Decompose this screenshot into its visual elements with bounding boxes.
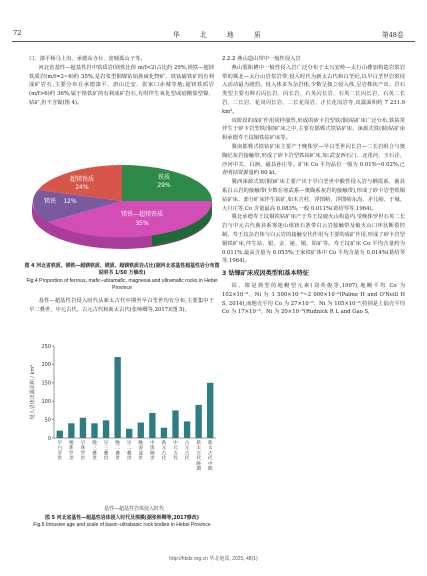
pie-pct-mafic-ultramafic: 35% <box>135 220 149 227</box>
bar <box>80 418 86 438</box>
y-tick-label: 100 <box>41 399 51 405</box>
x-tick-label: 古元古代 <box>184 441 190 462</box>
x-tick-label: 中元古代 <box>173 441 178 462</box>
bar <box>149 413 155 438</box>
bar <box>184 421 190 438</box>
x-tick-label: 晚二叠世 <box>115 441 120 462</box>
volume-label: 第48卷 <box>382 31 404 39</box>
bar <box>126 429 132 438</box>
right-column <box>222 55 405 317</box>
paragraph: 冀南邯郸式铁钴矿床主要产于晚侏罗—早白垩世闪长岩—二长岩组合与奥陶纪灰岩接触带,形成了矽卡岩型铁钴矿床,如:武安西石门、北洺河、玉石洼、沙河中关、白涧、磁县孙庄等。矿床 Co 平均品位一般为 0.01%~0.02%,已查明钴资源量约 60 kt。 <box>222 143 405 177</box>
fig4-pie-chart <box>24 146 220 261</box>
x-tick-label: 早二叠世 <box>126 441 132 462</box>
fig5-bar-chart <box>24 338 220 513</box>
paragraph: 河北省基性—超基性岩中铁质岩(镁铁比值 m/f<2)占比约 29%,镁铁—超镁铁质岩(m/f=2~6)约 35%,是岩浆型铜镍钴铂族硫化物矿、铁钛磁铁矿的有利成矿岩石,主要分布在承德滦平、唐山迁安、张家口赤城等地;超镁铁质岩(m/f>6)约 36%,属于铬铁矿的有利成矿岩石,有时伴生氧化型或硅酸盐型镍、钴矿,但不含镍(图 4)。 <box>29 64 214 106</box>
bar-series <box>57 357 214 438</box>
page-header <box>0 0 427 44</box>
x-tick-label: 早白垩世 <box>57 441 63 462</box>
left-column-mid <box>29 297 214 315</box>
journal-title-char-1: 华 <box>173 31 180 39</box>
x-tick-label: 晚侏罗世 <box>69 441 74 462</box>
paragraph: 冀北承德寿王坟铜铁钴矿床产于寿王坟破火山构造内,受晚侏罗世石英二长岩与中元古代蓟县系雾迷山组镁石条带白云岩接触带及破火山口环状断裂控制。寿王坟杂岩体与白云岩的接触交代作用为主要的成矿作用,形成了矽卡岩型铜铁矿床,伴生钴、银、金、铋、铜、铅矿等。寿王坟矿床 Co 平均含量约为 0.011%,最高含量为 0.053%;王家铁矿体中 Co 平均含量为 0.014%(葛绍琴等,1964)。 <box>222 214 405 265</box>
paragraph: 该阶段的成矿作用同样强烈,形成的矽卡岩型铁(铜)钴矿床广泛分布,铁钴常伴生于矽卡岩型铁(铜)矿床之中,主要有邯郸式铁钴矿床、涞源式铁(铜)钴矿床和承德寿王坟铜铁钴矿床等。 <box>222 117 405 142</box>
y-tick-label: 0 <box>47 435 51 442</box>
y-tick-label: 50 <box>44 417 51 424</box>
paragraph: 口、滦平杨马上沟、承德高寺台、宽城孤山子等。 <box>29 56 146 62</box>
page-footer: http://hbdz.org.cn 华北地质, 2025, 48(1) <box>169 556 258 562</box>
x-tick-labels <box>57 439 212 472</box>
x-axis-title: 基性—超基性岩体侵入时代 <box>103 506 165 512</box>
subsection-heading: 2.2.2 燕山造山带中一般性侵入岩 <box>222 56 301 62</box>
left-column-top <box>29 55 214 108</box>
bar <box>68 423 74 438</box>
y-tick-label: 150 <box>41 380 51 387</box>
bar <box>114 357 120 438</box>
x-tick-label: 新太古代晚期 <box>196 441 201 472</box>
page-number: 72 <box>13 29 22 37</box>
bar <box>161 428 167 438</box>
x-tick-label: 新元古代 <box>161 441 167 462</box>
paragraph: 燕山裂陷槽中一般性侵入岩广泛分布于太兴安岭—太行山叠加构造岩浆岩带的冀北—太行山岩浆岩带,侵入时代为新太古代和白垩纪,以早白垩世岩浆侵入活动最为剧烈。侵入体多为杂岩体,少数呈独立侵入体,呈岩株状产出。岩石类型主要有辉石闪长岩、闪长岩、石英闪长岩、石英二长闪长岩、石英二长岩、二长岩、花岗闪长岩、二长花岗岩、正长花岗岩等,出露面积约 7 231.9 km²。 <box>222 64 405 115</box>
fig5-caption-cn: 图 5 河北省基性—超基性岩体侵入时代及规模(据张师卿等,2017修改) <box>45 515 199 521</box>
pie-label-ultramafic: 超镁铁质 <box>69 176 95 183</box>
pie-pct-magnesia: 12% <box>63 198 77 205</box>
journal-title-char-4: 质 <box>254 31 261 39</box>
bar <box>57 431 63 438</box>
bar <box>195 405 201 438</box>
y-tick-label: 250 <box>41 343 51 350</box>
pie-label-magnesia: 镁铁 <box>43 198 57 205</box>
bar <box>172 410 178 438</box>
journal-title-char-3: 地 <box>227 31 234 39</box>
fig4-caption <box>24 263 220 293</box>
pie-pct-ferrous: 29% <box>157 182 171 189</box>
journal-title-char-2: 北 <box>200 31 207 39</box>
fig5-caption <box>24 515 220 530</box>
pie-label-mafic-ultramafic: 镁铁—超镁铁质 <box>120 211 164 218</box>
pie-pct-ultramafic: 24% <box>75 184 89 191</box>
x-tick-label: 新太古代中期 <box>207 441 213 472</box>
x-tick-label: 晚泥盆世 <box>138 441 144 462</box>
fig5-caption-en: Fig.5 Intrusive age and scale of basic–ultrabasic rock bodies in Hebei Province <box>33 522 211 529</box>
y-axis-ticks <box>41 344 54 442</box>
bar <box>207 383 213 438</box>
fig4-caption-cn: 图 4 河北省铁质、镁铁—超镁铁质、镁质、超镁铁质岩占比(据河北省基性超基性岩分布图说明书 1/50 万修改) <box>24 263 220 277</box>
x-tick-label: 早三叠世 <box>103 441 109 462</box>
bar <box>103 420 109 438</box>
section-heading: 3 钴镍矿床成因类型和基本特征 <box>222 270 309 278</box>
y-axis-title: 侵入岩体出露面积 / km² <box>30 364 36 420</box>
x-tick-label: 早侏罗世 <box>80 441 86 462</box>
paragraph: 冀西涞源式铁(铜)矿床主要产出于早白垩世中酸性侵入岩与栖霞系、蓟县系白云岩的接触带(少数在寒武系—奥陶系灰岩的接触带),形成了矽卡岩型铁铜钴矿床、部分矿床伴生钴矿,如木吉村、浮图峪、浮图峪东沟、矛儿峪、于城、大旦庄等,Co 含量最高 0.083%,一般 0.011%(葛绍琴等,1964)。 <box>222 179 405 212</box>
bar <box>91 423 97 438</box>
header-rule <box>12 41 415 42</box>
paragraph: 钴、镍是典型的地幔型元素(刘英俊等,1997),地幔平均 Co 为 102×10⁻⁶、Ni 为 1 500×10⁻⁶~2 000×10⁻⁶(Palme H and O'Neill H S, 2014),而地壳平均 Co 为 27×10⁻⁶、Ni 为 105×10⁻⁶,特别是上陆壳平均 Co 为 17×10⁻⁶、Ni 为 20×10⁻⁶(Rudnick R L and Gao S, <box>222 282 405 316</box>
paragraph: 基性—超基性岩侵入时代从新太古代中期至早白垩世均有分布,主要集中于早二叠世、中元古代、古元古代和新太古代(张师卿等,2017)(图 5)。 <box>29 298 214 313</box>
fig4-caption-en: Fig.4 Proportion of ferrous, mafic–ultramafic, magnesia and ultramafic rocks in Hebei Province <box>26 277 218 292</box>
x-tick-label: 中奥陶世 <box>150 441 155 462</box>
x-tick-label: 晚三叠世 <box>92 441 97 462</box>
bar <box>138 423 144 438</box>
pie-label-ferrous: 铁质 <box>157 174 171 181</box>
y-tick-label: 200 <box>41 362 51 369</box>
